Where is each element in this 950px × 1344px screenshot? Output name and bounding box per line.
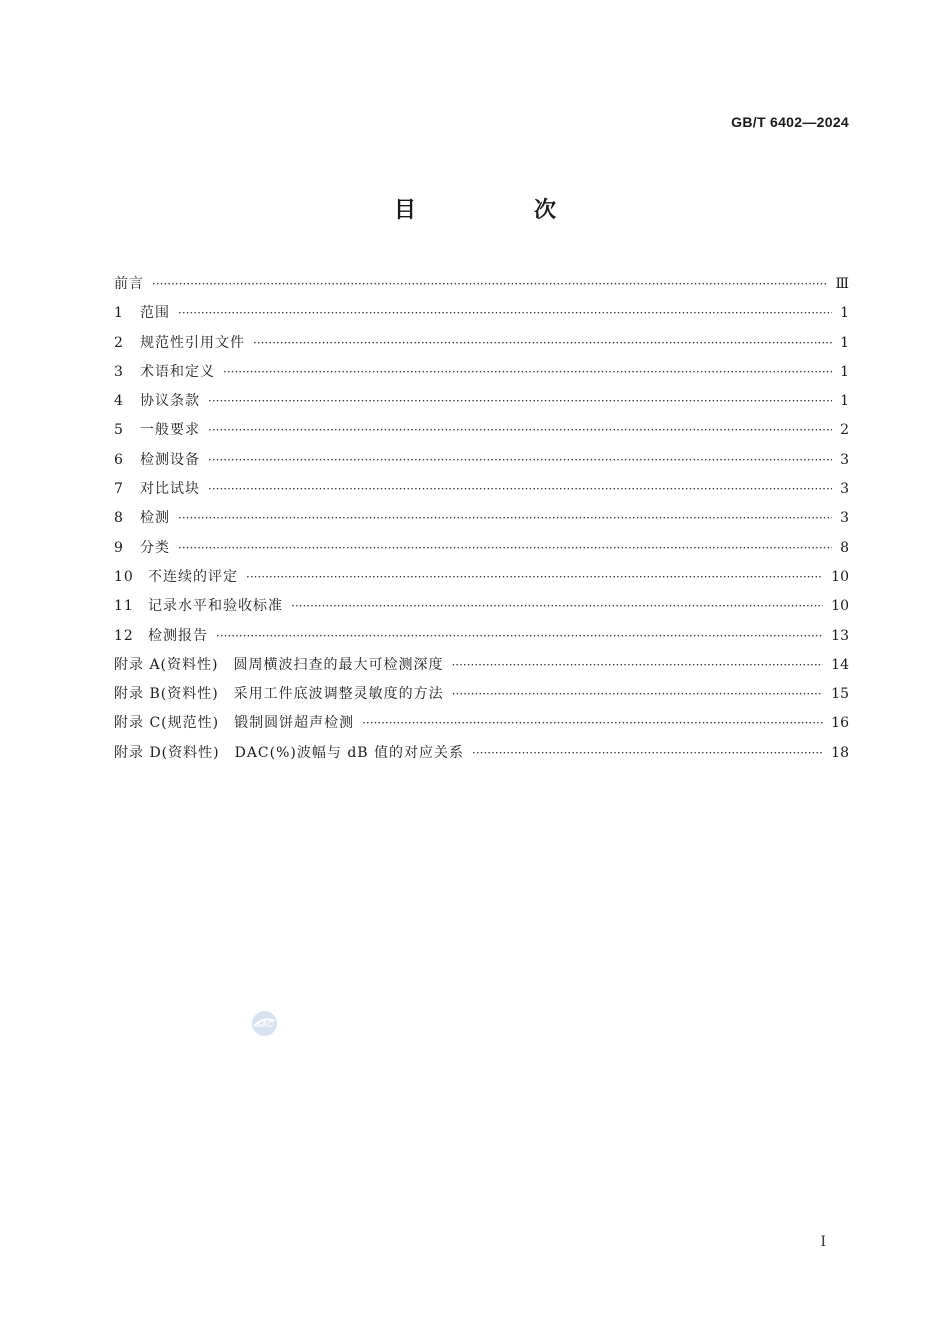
toc-entry[interactable] [114,270,849,299]
toc-entry-label [114,329,245,358]
toc-entry-text: 检测报告 [148,627,208,644]
dot-leader [208,446,832,475]
toc-entry[interactable] [114,534,849,563]
toc-entry[interactable] [114,299,849,328]
toc-entry-label [114,622,208,651]
toc-entry-label [114,534,170,563]
dot-leader [208,416,832,445]
dot-leader [178,534,832,563]
dot-leader [362,709,823,738]
dot-leader [208,387,832,416]
toc-entry-label: 附录 C(规范性) 锻制圆饼超声检测 [114,715,355,732]
toc-entry-number: 11 [114,598,134,615]
toc-entry[interactable] [114,475,849,504]
toc-entry-label [114,446,200,475]
toc-entry-page: 3 [840,451,849,468]
toc-entry-text: 检测 [140,510,170,527]
toc-entry-page: 14 [831,656,849,673]
toc-entry-label [114,563,238,592]
dot-leader [216,622,823,651]
toc-entry-page: 2 [840,422,849,439]
toc-entry-page: 10 [831,598,849,615]
toc-entry-label: 附录 A(资料性) 圆周横波扫查的最大可检测深度 [114,656,444,673]
toc-entry-number: 10 [114,568,134,585]
toc-entry-text: 不连续的评定 [148,568,238,585]
toc-entry-page: 1 [840,363,849,380]
toc-entry-label [114,387,200,416]
toc-entry-text: 一般要求 [140,422,200,439]
toc-entry-page: 15 [831,686,849,703]
toc-entry-number: 8 [114,510,124,527]
toc-entry-number: 12 [114,627,134,644]
dot-leader [208,475,832,504]
toc-entry-annex[interactable] [114,709,849,738]
toc-entry-page: 1 [840,305,849,322]
toc-entry-annex[interactable] [114,680,849,709]
toc-entry-page: 1 [840,393,849,410]
toc-entry-number: 4 [114,393,124,410]
dot-leader [291,592,823,621]
dot-leader [178,504,832,533]
toc-entry-number: 2 [114,334,124,351]
toc-entry-label [114,358,215,387]
dot-leader [452,680,824,709]
dot-leader [152,270,827,299]
dot-leader [253,329,832,358]
toc-entry-page: 1 [840,334,849,351]
toc-entry-page: 16 [831,715,849,732]
toc-entry[interactable] [114,504,849,533]
toc-entry-text: 对比试块 [140,481,200,498]
toc-entry-label [114,475,200,504]
toc-entry[interactable] [114,358,849,387]
toc-entry-number: 5 [114,422,124,439]
sac-logo-icon [251,1010,278,1037]
toc-entry-page: 18 [831,744,849,761]
toc-entry-page: 3 [840,510,849,527]
toc-entry[interactable] [114,622,849,651]
toc-entry-text: 检测设备 [140,451,200,468]
toc-entry[interactable] [114,563,849,592]
toc-entry-annex[interactable] [114,651,849,680]
page-number: I [820,1234,826,1250]
toc-entry-number: 7 [114,481,124,498]
toc-entry-label [114,504,170,533]
dot-leader [472,739,823,768]
toc-entry[interactable] [114,329,849,358]
toc-entry-number: 3 [114,363,124,380]
toc-entry[interactable] [114,592,849,621]
toc-entry-number: 1 [114,305,124,322]
toc-entry-page: 13 [831,627,849,644]
toc-entry[interactable] [114,416,849,445]
page-title: 目 次 [393,198,604,223]
dot-leader [451,651,823,680]
toc-entry-number: 6 [114,451,124,468]
watermark-text: SAC [256,1020,273,1029]
toc-entry[interactable] [114,387,849,416]
toc-entry-text: 范围 [140,305,170,322]
toc-entry-label: 前言 [114,276,144,292]
toc-entry-text: 术语和定义 [140,363,215,380]
toc-entry-number: 9 [114,539,124,556]
toc-entry-label [114,416,200,445]
toc-entry-label [114,299,170,328]
toc-entry-label: 附录 D(资料性) DAC(%)波幅与 dB 值的对应关系 [114,744,465,761]
dot-leader [246,563,823,592]
sac-watermark-logo [251,1010,278,1037]
toc-entry-page: 3 [840,481,849,498]
toc-entry-label: 附录 B(资料性) 采用工件底波调整灵敏度的方法 [114,686,444,703]
table-of-contents [114,270,849,768]
toc-entry-page: 10 [831,568,849,585]
toc-entry-annex[interactable] [114,739,849,768]
toc-entry-text: 规范性引用文件 [140,334,245,351]
document-code: GB/T 6402—2024 [731,114,849,130]
dot-leader [223,358,832,387]
toc-entry-text: 分类 [140,539,170,556]
toc-entry-text: 协议条款 [140,393,200,410]
toc-entry-page: 8 [840,539,849,556]
toc-entry-page: Ⅲ [835,276,849,292]
dot-leader [178,299,832,328]
toc-entry-text: 记录水平和验收标准 [148,598,283,615]
toc-entry[interactable] [114,446,849,475]
toc-entry-label [114,592,283,621]
